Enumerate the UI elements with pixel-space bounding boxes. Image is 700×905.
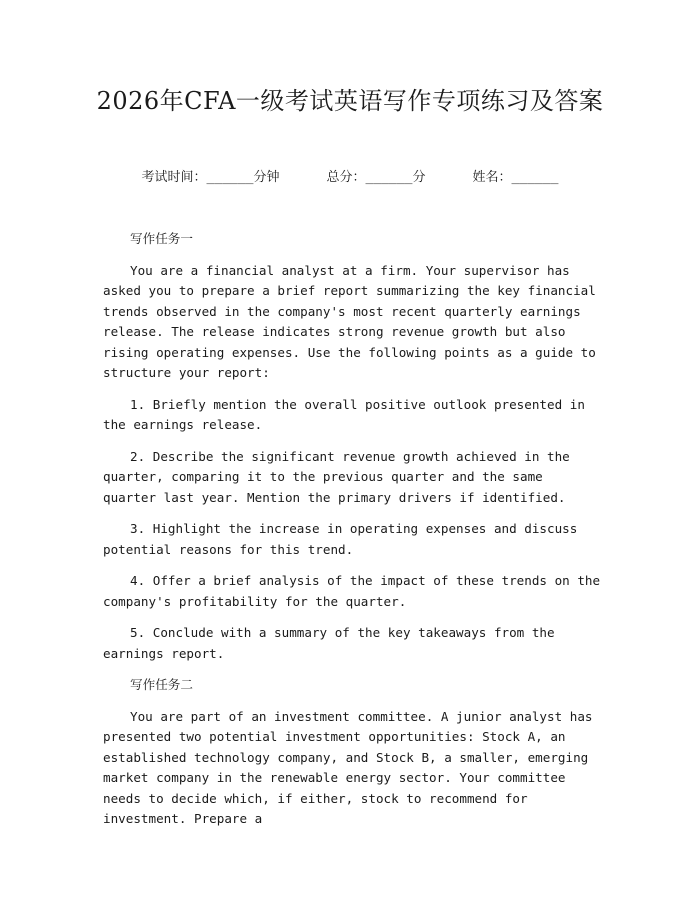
task2-intro: You are part of an investment committee. A junior analyst has presented two potential investment opportunities: Stock A, an established technology company, and Stock B, a smaller, emerging market company in the renewable energy sector. Your committee needs to decide which, if either, stock to recommend for investment. Prepare a [103,708,593,826]
score-label: 总分： [326,170,366,185]
task1-point-4: 4. Offer a brief analysis of the impact of these trends on the company's profitability for the quarter. [103,573,601,609]
task2-heading: 写作任务二 [130,677,193,692]
task1-heading: 写作任务一 [130,231,193,246]
exam-info-line [0,168,700,188]
score-blank: ______ [365,170,413,185]
time-unit: 分钟 [253,170,280,185]
name-blank: ______ [511,170,559,185]
document-body [103,229,603,830]
document-title: 2026年CFA一级考试英语写作专项练习及答案 [96,87,604,115]
time-blank: ______ [206,170,254,185]
task1-point-3: 3. Highlight the increase in operating expenses and discuss potential reasons for this trend. [103,521,578,557]
time-label: 考试时间： [141,170,207,185]
task1-point-1: 1. Briefly mention the overall positive outlook presented in the earnings release. [103,396,585,432]
task1-point-2: 2. Describe the significant revenue growth achieved in the quarter, comparing it to the previous quarter and the same quarter last year. Mention the primary drivers if identified. [103,448,570,505]
task1-intro: You are a financial analyst at a firm. Your supervisor has asked you to prepare a brief report summarizing the key financial trends observed in the company's most recent quarterly earnings release. The release indicates strong revenue growth but also rising operating expenses. Use the following points as a guide to structure your report: [103,262,596,380]
task1-point-5: 5. Conclude with a summary of the key takeaways from the earnings report. [103,625,555,661]
score-unit: 分 [412,170,426,185]
name-label: 姓名： [472,170,512,185]
